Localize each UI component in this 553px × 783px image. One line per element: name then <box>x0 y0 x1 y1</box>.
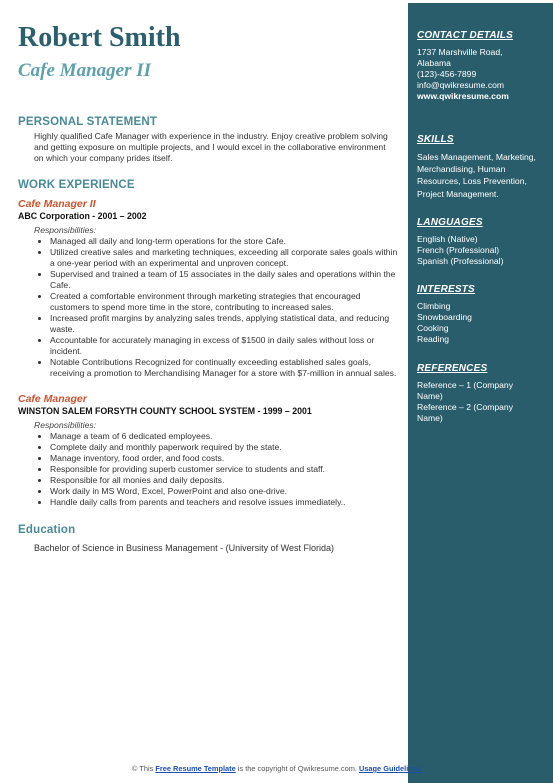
candidate-title: Cafe Manager II <box>18 60 152 81</box>
interest-item: Reading <box>417 333 450 344</box>
bullet-item: • Accountable for accurately managing in excess of $1500 in daily sales without loss or incident. <box>50 335 398 357</box>
job-title: Cafe Manager II <box>18 198 96 210</box>
bullet-item: • Increased profit margins by analyzing sales trends, applying statistical data, and reducing waste. <box>50 313 398 335</box>
bullet-item: • Manage a team of 6 dedicated employees. <box>50 431 398 442</box>
personal-statement-section <box>18 116 398 164</box>
job-entry <box>18 393 398 508</box>
bullet-item: • Work daily in MS Word, Excel, PowerPoint and also one-drive. <box>50 486 398 497</box>
reference-item: Reference – 1 (Company Name) <box>417 379 514 401</box>
languages-heading: LANGUAGES <box>417 216 483 228</box>
job-company: ABC Corporation - 2001 – 2002 <box>18 211 147 221</box>
work-experience-section <box>18 179 398 508</box>
languages-section <box>417 217 545 267</box>
phone: (123)-456-7899 <box>417 69 477 79</box>
bullet-item: • Notable Contributions Recognized for continually exceeding established sales goals, receiving a promotion to Merchandising Manager for a store with $7-million in annual sales. <box>50 357 398 379</box>
language-item: French (Professional) <box>417 244 500 255</box>
language-item: Spanish (Professional) <box>417 255 504 266</box>
bullet-item: • Complete daily and monthly paperwork required by the state. <box>50 442 398 453</box>
website-link[interactable]: www.qwikresume.com <box>417 91 509 101</box>
sidebar-content <box>417 30 545 424</box>
education-section <box>18 524 398 555</box>
footer <box>0 764 553 773</box>
responsibilities-label: Responsibilities: <box>34 420 97 430</box>
skills-section <box>417 134 545 200</box>
main-column <box>18 22 398 555</box>
sidebar <box>408 3 553 783</box>
bullet-item: • Created a comfortable environment through marketing strategies that encouraged customers to spend more time in the store, contributing to increased sales. <box>50 291 398 313</box>
interest-item: Cooking <box>417 322 449 333</box>
bullet-item: • Responsible for providing superb customer service to students and staff. <box>50 464 398 475</box>
job-title: Cafe Manager <box>18 393 87 405</box>
address-line: 1737 Marshville Road, <box>417 47 503 57</box>
responsibilities-label: Responsibilities: <box>34 225 97 235</box>
footer-middle: is the copyright of Qwikresume.com. <box>237 764 357 773</box>
reference-item: Reference – 2 (Company Name) <box>417 401 514 423</box>
usage-guidelines-link[interactable]: Usage Guidelines <box>358 764 422 773</box>
address-line: Alabama <box>417 58 451 68</box>
free-resume-template-link[interactable]: Free Resume Template <box>155 764 236 773</box>
interests-heading: INTERESTS <box>417 283 475 295</box>
bullet-item: • Handle daily calls from parents and teachers and resolve issues immediately.. <box>50 497 398 508</box>
interest-item: Climbing <box>417 300 451 311</box>
candidate-name: Robert Smith <box>18 22 181 53</box>
interest-item: Snowboarding <box>417 311 472 322</box>
work-experience-heading: WORK EXPERIENCE <box>18 179 135 191</box>
personal-statement-heading: PERSONAL STATEMENT <box>18 116 158 128</box>
language-item: English (Native) <box>417 233 478 244</box>
interests-section <box>417 284 545 345</box>
skills-heading: SKILLS <box>417 134 454 145</box>
education-text: Bachelor of Science in Business Management - (University of West Florida) <box>34 543 334 553</box>
personal-statement-text: Highly qualified Cafe Manager with experience in the industry. Enjoy creative problem solving and getting exposure on multiple projects, and I would excel in the collaborative environment on which your company prides itself. <box>34 131 388 163</box>
bullet-item: • Manage inventory, food order, and food costs. <box>50 453 398 464</box>
bullet-item: • Utilized creative sales and marketing techniques, exceeding all corporate sales goals within a one-year period with an experimental and unproven concept. <box>50 247 398 269</box>
bullet-item: • Managed all daily and long-term operations for the store Cafe. <box>50 236 398 247</box>
references-heading: REFERENCES <box>417 362 488 374</box>
footer-prefix: © This <box>131 764 154 773</box>
job-bullets <box>18 431 398 508</box>
contact-heading: CONTACT DETAILS <box>417 30 513 41</box>
bullet-item: • Responsible for all monies and daily deposits. <box>50 475 398 486</box>
skills-text: Sales Management, Marketing, Merchandising, Human Resources, Loss Prevention, Project Management. <box>417 152 536 199</box>
job-bullets <box>18 236 398 379</box>
job-company: WINSTON SALEM FORSYTH COUNTY SCHOOL SYSTEM - 1999 – 2001 <box>18 406 312 416</box>
job-entry <box>18 198 398 379</box>
references-section <box>417 363 545 424</box>
bullet-item: • Supervised and trained a team of 15 associates in the daily sales and operations within the Cafe. <box>50 269 398 291</box>
contact-section <box>417 30 545 102</box>
email[interactable]: info@qwikresume.com <box>417 80 505 90</box>
education-heading: Education <box>18 524 76 536</box>
